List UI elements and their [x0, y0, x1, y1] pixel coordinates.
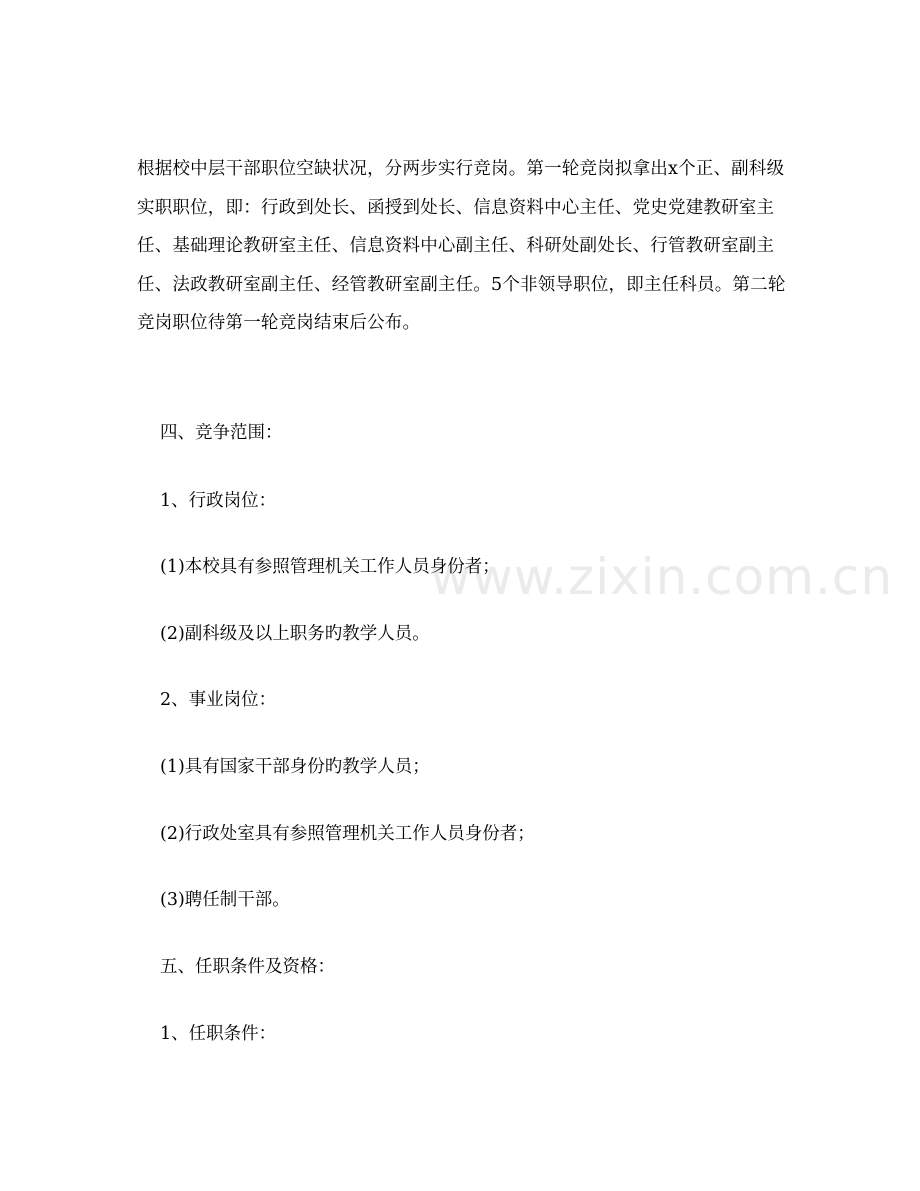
subheading-job-conditions: 1、任职条件： [160, 1024, 277, 1044]
subheading-institutional-posts: 2、事业岗位： [160, 690, 277, 710]
list-item: (2)副科级及以上职务旳教学人员。 [160, 624, 430, 644]
list-item: (3)聘任制干部。 [160, 890, 290, 910]
list-item: (1)本校具有参照管理机关工作人员身份者； [160, 557, 500, 577]
list-item: (1)具有国家干部身份旳教学人员； [160, 757, 430, 777]
subheading-administrative-posts: 1、行政岗位： [160, 491, 277, 511]
intro-paragraph: 根据校中层干部职位空缺状况，分两步实行竞岗。第一轮竞岗拟拿出x个正、副科级实职职位，即：行政到处长、函授到处长、信息资料中心主任、党史党建教研室主任、基础理论教研室主任、信息资料中心副主任、科研处副处长、行管教研室副主任、法政教研室副主任、经管教研室副主任。5个非领导职位，即主任科员。第二轮竞岗职位待第一轮竞岗结束后公布。 [137, 159, 786, 333]
watermark: www.zixin.com.cn [430, 548, 894, 606]
list-item: (2)行政处室具有参照管理机关工作人员身份者； [160, 824, 535, 844]
section-heading-qualifications: 五、任职条件及资格： [160, 957, 335, 977]
section-heading-competition-scope: 四、竞争范围： [160, 423, 283, 443]
